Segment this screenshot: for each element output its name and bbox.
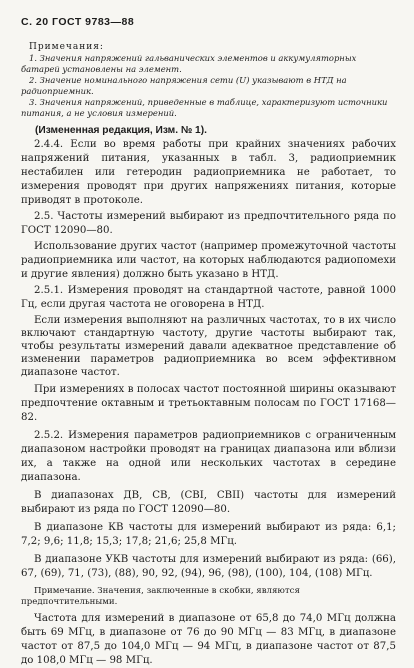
paragraph-2-5-1-c: При измерениях в полосах частот постоянной ширины оказывают предпочтение октавным и третьоктавным полосам по ГОСТ 17168—82. bbox=[21, 384, 396, 423]
page-header: С. 20 ГОСТ 9783—88 bbox=[21, 16, 135, 28]
paragraph-2-5-2: 2.5.2. Измерения параметров радиоприемников с ограниченным диапазоном настройки проводят на границах диапазона или вблизи их, а также на одной или нескольких частотах в середине диапазона. bbox=[21, 430, 396, 483]
paragraph-final: Частота для измерений в диапазоне от 65,8 до 74,0 МГц должна быть 69 МГц, в диапазоне от 76 до 90 МГц — 83 МГц, в диапазоне частот от 87,5 до 104,0 МГц — 94 МГц, в диапазоне частот от 87,5 до 108,0 МГц — 98 МГц. bbox=[21, 613, 396, 666]
paragraph-2-5-2-d: В диапазоне УКВ частоты для измерений выбирают из ряда: (66), 67, (69), 71, (73), (88), 90, 92, (94), 96, (98), (100), 104, (108) МГц. bbox=[21, 554, 396, 579]
notes-title: Примечания: bbox=[29, 42, 104, 52]
paragraph-2-5-other: Использование других частот (например промежуточной частоты радиоприемника или частот, на которых наблюдаются радиопомехи и другие явления) должно быть указано в НТД. bbox=[21, 241, 396, 280]
paragraph-2-5-2-c: В диапазоне КВ частоты для измерений выбирают из ряда: 6,1; 7,2; 9,6; 11,8; 15,3; 17,8; 21,6; 25,8 МГц. bbox=[21, 522, 396, 547]
note-3: 3. Значения напряжений, приведенные в таблице, характеризуют источники питания, а не условия измерений. bbox=[21, 97, 388, 118]
paragraph-2-5: 2.5. Частоты измерений выбирают из предпочтительного ряда по ГОСТ 12090—80. bbox=[21, 211, 396, 236]
paragraph-2-4-4: 2.4.4. Если во время работы при крайних значениях рабочих напряжений питания, указанных в табл. 3, радиоприемник нестабилен или гетеродин радиоприемника не работает, то измерения проводят при других напряжениях питания, которые приводят в протоколе. bbox=[21, 139, 396, 206]
note-brackets: Примечание. Значения, заключенные в скобки, являются предпочтительными. bbox=[21, 586, 300, 607]
paragraph-2-5-1-b: Если измерения выполняют на различных частотах, то в их число включают стандартную частоту, другие частоты выбирают так, чтобы результаты измерений давали адекватное представление об изменении параметров радиоприемника во всем эффективном диапазоне частот. bbox=[21, 315, 396, 378]
note-2: 2. Значение номинального напряжения сети (U) указывают в НТД на радиоприемник. bbox=[21, 75, 347, 96]
paragraph-2-5-2-b: В диапазонах ДВ, СВ, (СВI, СВII) частоты для измерений выбирают из ряда по ГОСТ 12090—80. bbox=[21, 490, 396, 515]
note-1: 1. Значения напряжений гальванических элементов и аккумуляторных батарей установлены на элемент. bbox=[21, 53, 357, 74]
edition-note: (Измененная редакция, Изм. № 1). bbox=[35, 125, 207, 136]
paragraph-2-5-1: 2.5.1. Измерения проводят на стандартной частоте, равной 1000 Гц, если другая частота не оговорена в НТД. bbox=[21, 285, 396, 310]
